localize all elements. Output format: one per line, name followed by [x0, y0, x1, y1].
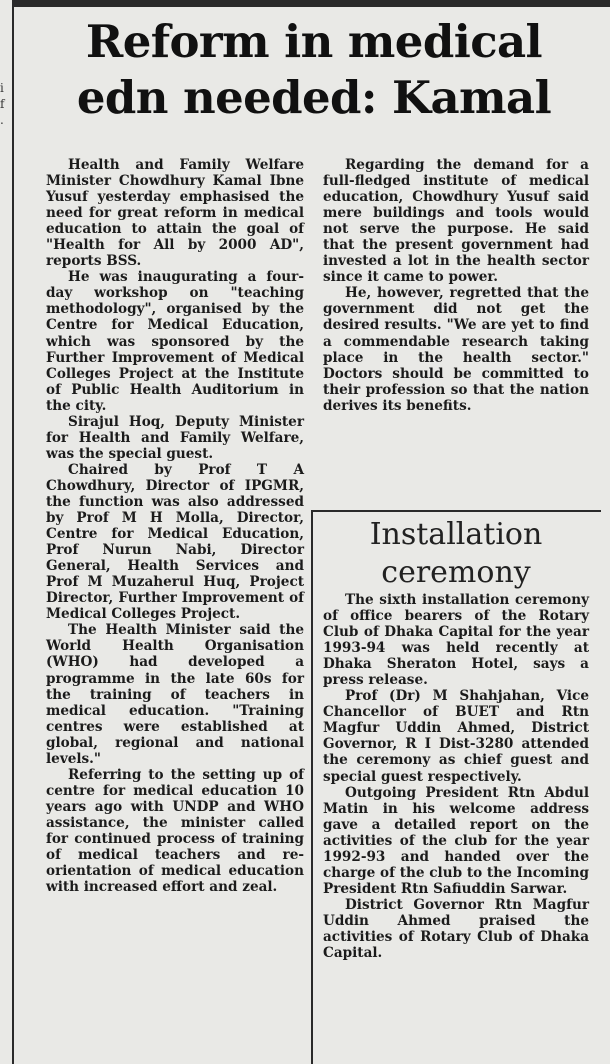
edge-fragment: .	[0, 113, 4, 127]
sidebar-horizontal-rule	[311, 510, 601, 512]
article-paragraph: He, however, regretted that the government did not get the desired results. "We are yet to find a commendable research taking place in the health sector." Doctors should be committed to their profession so that the nation derives its benefits.	[323, 285, 589, 414]
headline-line-1: Reform in medical	[85, 15, 543, 68]
top-border-rule	[12, 0, 610, 7]
article-paragraph: Regarding the demand for a full-fledged institute of medical education, Chowdhury Yusuf said mere buildings and tools would not serve the purpose. He said that the present government had invested a lot in the health sector since it came to power.	[323, 157, 589, 286]
article-left-column	[46, 157, 304, 1057]
article-paragraph: Referring to the setting up of centre for medical education 10 years ago with UNDP and WHO assistance, the minister called for continued process of training of medical teachers and re-orientation of medical education with increased effort and zeal.	[46, 766, 304, 896]
article-paragraph: The Health Minister said the World Health Organisation (WHO) had developed a programme in the late 60s for the training of teachers in medical education. "Training centres were established at global, regional and national levels."	[46, 622, 304, 767]
article-paragraph: He was inaugurating a four-day workshop on "teaching methodology", organised by the Centre for Medical Education, which was sponsored by the Further Improvement of Medical Colleges Project at the Institute of Public Health Auditorium in the city.	[46, 269, 304, 414]
article-paragraph: Sirajul Hoq, Deputy Minister for Health and Family Welfare, was the special guest.	[46, 413, 304, 462]
article-paragraph: Health and Family Welfare Minister Chowdhury Kamal Ibne Yusuf yesterday emphasised the need for great reform in medical education to attain the goal of "Health for All by 2000 AD", reports BSS.	[46, 157, 304, 270]
edge-fragment: f	[0, 97, 5, 111]
sidebar-paragraph: District Governor Rtn Magfur Uddin Ahmed praised the activities of Rotary Club of Dhaka Capital.	[323, 896, 589, 962]
left-border-rule	[12, 0, 14, 1064]
sidebar-paragraph: The sixth installation ceremony of office bearers of the Rotary Club of Dhaka Capital for the year 1993-94 was held recently at Dhaka Sheraton Hotel, says a press release.	[323, 592, 589, 689]
sidebar-headline	[323, 516, 589, 592]
sidebar-vertical-rule	[311, 510, 313, 1064]
sidebar-headline-line-2: ceremony	[381, 555, 531, 590]
edge-fragment: i	[0, 81, 4, 95]
sidebar-headline-line-1: Installation	[369, 517, 543, 552]
article-right-column	[323, 157, 589, 502]
adjacent-column-fragments	[0, 80, 10, 128]
article-paragraph: Chaired by Prof T A Chowdhury, Director of IPGMR, the function was also addressed by Prof M H Molla, Director, Centre for Medical Education, Prof Nurun Nabi, Director General, Health Services and Prof M Muzaherul Huq, Project Director, Further Improvement of Medical Colleges Project.	[46, 461, 304, 623]
headline-line-2: edn needed: Kamal	[76, 71, 552, 124]
sidebar-paragraph: Prof (Dr) M Shahjahan, Vice Chancellor of BUET and Rtn Magfur Uddin Ahmed, District Governor, R I Dist-3280 attended the ceremony as chief guest and special guest respectively.	[323, 688, 589, 785]
sidebar-story-body	[323, 592, 589, 1062]
main-headline	[34, 14, 594, 126]
sidebar-paragraph: Outgoing President Rtn Abdul Matin in his welcome address gave a detailed report on the activities of the club for the year 1992-93 and handed over the charge of the club to the Incoming President Rtn Safiuddin Sarwar.	[323, 784, 589, 897]
